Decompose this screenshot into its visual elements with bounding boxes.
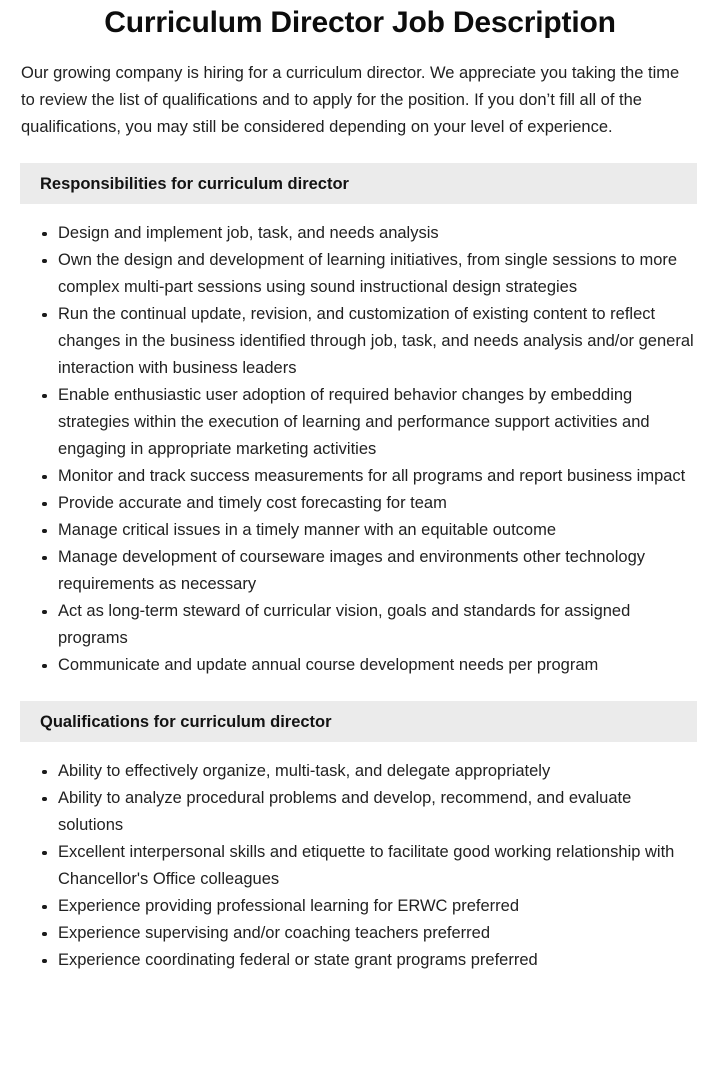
list-item: Experience supervising and/or coaching teachers preferred [58, 920, 694, 947]
list-item: Own the design and development of learning initiatives, from single sessions to more complex multi-part sessions using sound instructional design strategies [58, 247, 694, 301]
page-title: Curriculum Director Job Description [104, 6, 616, 39]
qualifications-list [0, 758, 720, 974]
intro-paragraph: Our growing company is hiring for a curriculum director. We appreciate you taking the time to review the list of qualifications and to apply for the position. If you don’t fill all of the qualifications, you may still be considered depending on your level of experience. [21, 64, 680, 136]
list-item: Design and implement job, task, and needs analysis [58, 220, 694, 247]
section-qualifications [0, 701, 720, 974]
list-item: Act as long-term steward of curricular vision, goals and standards for assigned programs [58, 598, 694, 652]
list-item: Experience coordinating federal or state grant programs preferred [58, 947, 694, 974]
section-responsibilities [0, 163, 720, 679]
list-item: Ability to analyze procedural problems and develop, recommend, and evaluate solutions [58, 785, 694, 839]
list-item: Manage critical issues in a timely manner with an equitable outcome [58, 517, 694, 544]
bottom-spacer [0, 974, 720, 998]
section-heading-label: Responsibilities for curriculum director [40, 174, 349, 193]
responsibilities-list [0, 220, 720, 679]
list-item: Excellent interpersonal skills and etiquette to facilitate good working relationship with Chancellor's Office colleagues [58, 839, 694, 893]
list-item: Enable enthusiastic user adoption of required behavior changes by embedding strategies within the execution of learning and performance support activities and engaging in appropriate marketing activities [58, 382, 694, 463]
section-heading-label: Qualifications for curriculum director [40, 712, 332, 731]
list-item: Communicate and update annual course development needs per program [58, 652, 694, 679]
list-item: Monitor and track success measurements for all programs and report business impact [58, 463, 694, 490]
list-item: Ability to effectively organize, multi-task, and delegate appropriately [58, 758, 694, 785]
list-item: Manage development of courseware images and environments other technology requirements as necessary [58, 544, 694, 598]
list-item: Experience providing professional learning for ERWC preferred [58, 893, 694, 920]
section-header-responsibilities [20, 163, 697, 204]
list-item: Provide accurate and timely cost forecasting for team [58, 490, 694, 517]
section-header-qualifications [20, 701, 697, 742]
list-item: Run the continual update, revision, and customization of existing content to reflect changes in the business identified through job, task, and needs analysis and/or general interaction with business leaders [58, 301, 694, 382]
